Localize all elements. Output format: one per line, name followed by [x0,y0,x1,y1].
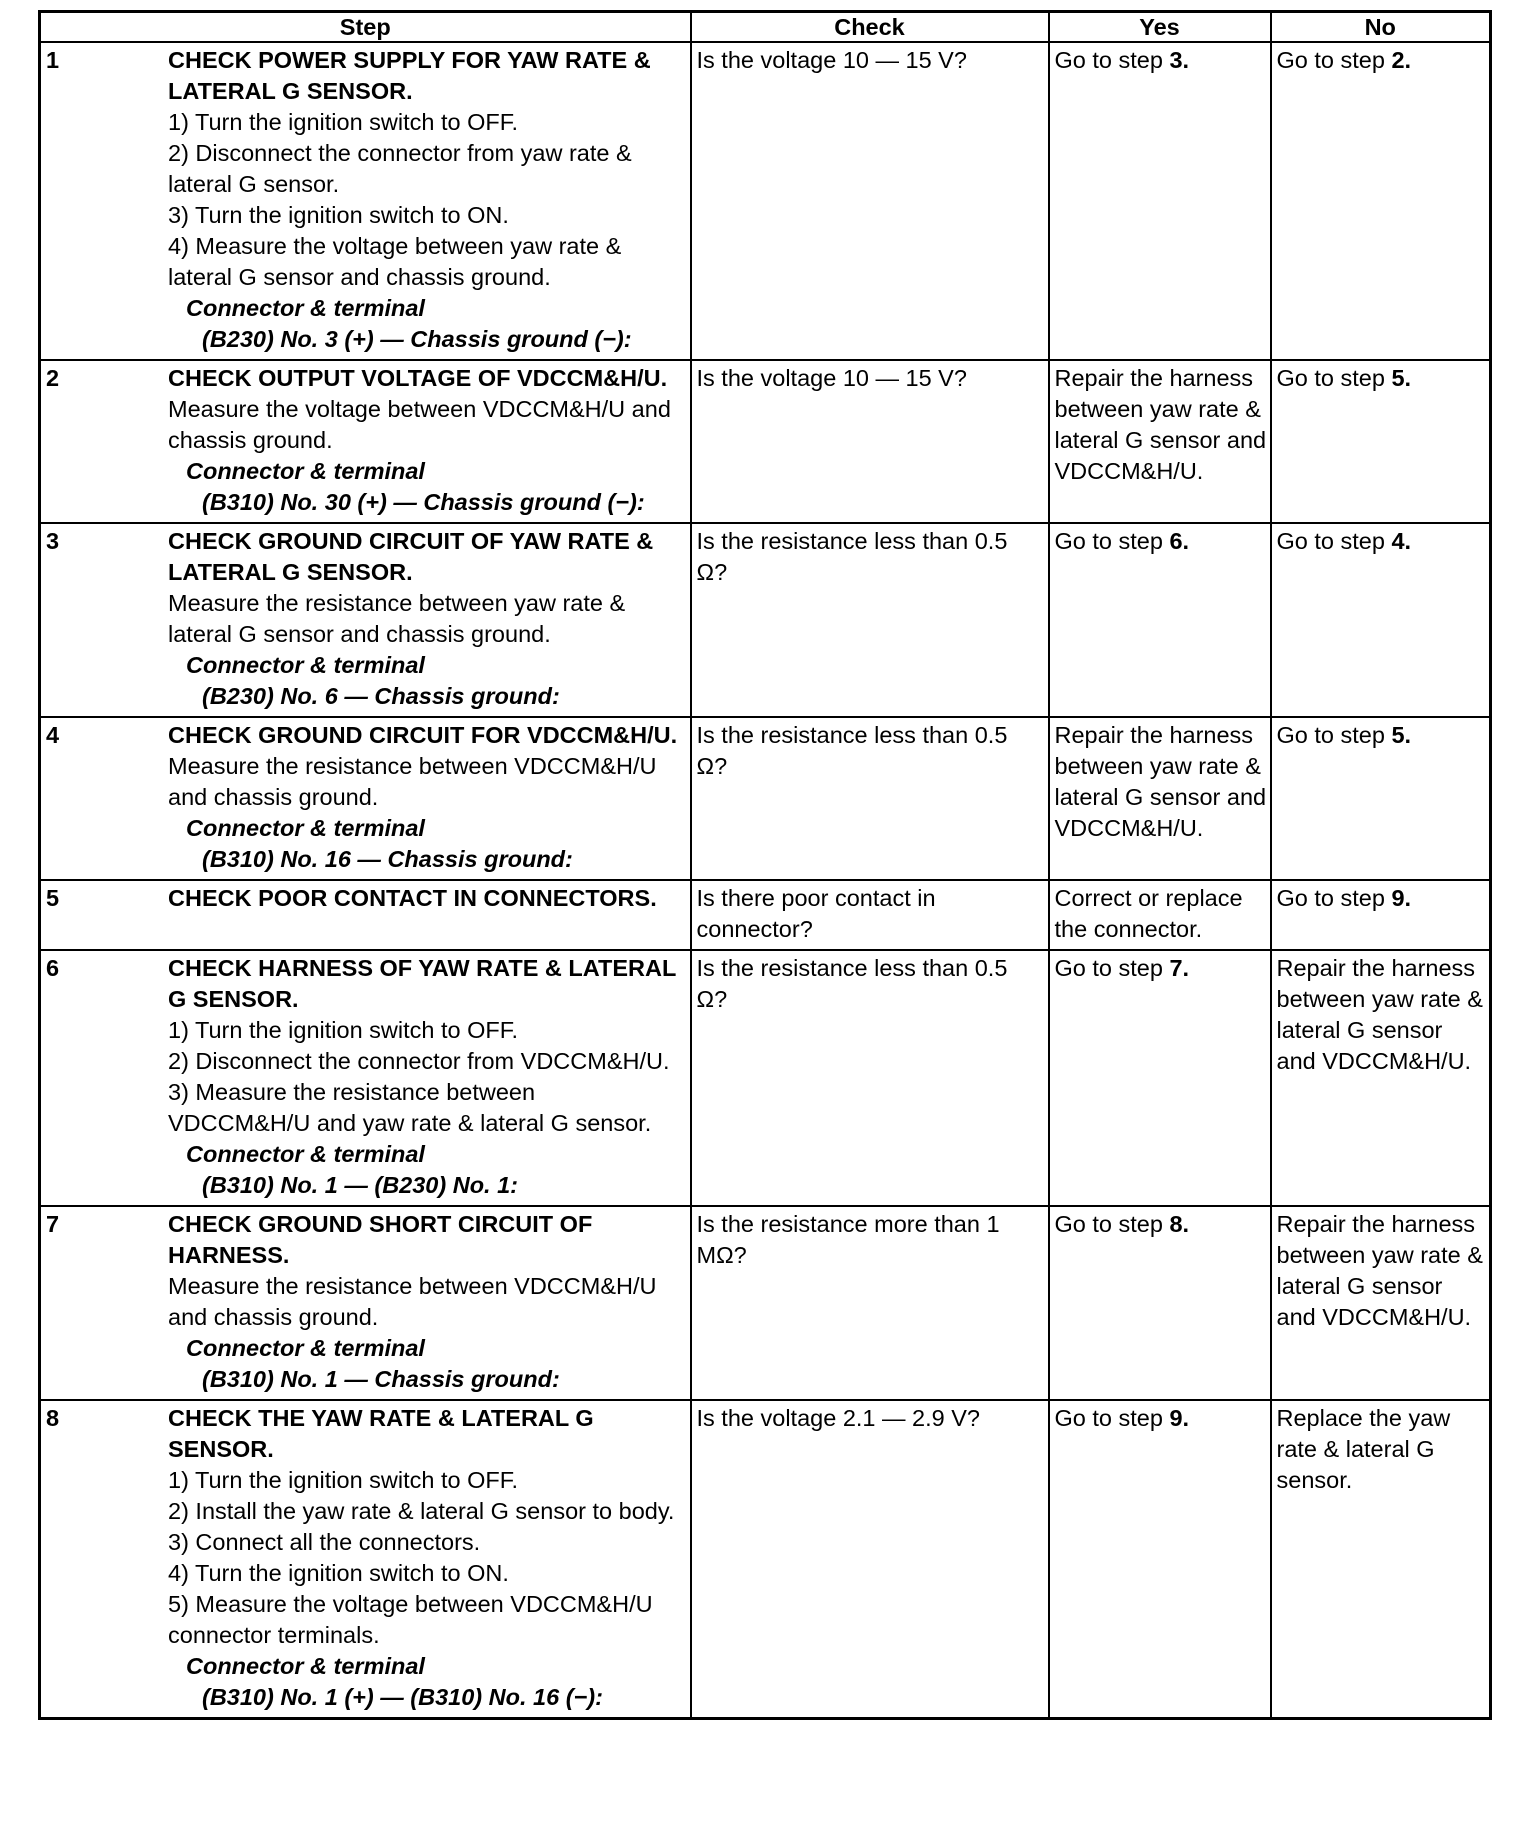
instruction-line: 1) Turn the ignition switch to OFF. [168,109,519,135]
yes-cell [1049,717,1271,880]
table-row [40,717,1491,880]
connector-terminal: (B310) No. 30 (+) — Chassis ground (−): [202,489,645,515]
connector-terminal: (B230) No. 6 — Chassis ground: [202,683,560,709]
yes-cell [1049,1400,1271,1719]
connector-label: Connector & terminal [186,652,425,678]
step-cell [40,42,691,360]
connector-label: Connector & terminal [186,295,425,321]
no-cell [1271,880,1491,950]
yes-cell [1049,880,1271,950]
instruction-line: 2) Disconnect the connector from yaw rate & lateral G sensor. [168,140,632,197]
step-title: CHECK POWER SUPPLY FOR YAW RATE & LATERAL G SENSOR. [168,47,651,104]
step-number: 6 [46,955,60,981]
no-step-ref: 5. [1391,722,1412,748]
instruction-line: 1) Turn the ignition switch to OFF. [168,1017,519,1043]
check-cell: Is the voltage 10 — 15 V? [691,360,1049,523]
yes-cell [1049,1206,1271,1400]
no-cell [1271,1206,1491,1400]
step-title: CHECK HARNESS OF YAW RATE & LATERAL G SENSOR. [168,955,676,1012]
header-no: No [1271,12,1491,43]
table-body [40,42,1491,1719]
connector-terminal: (B310) No. 1 — Chassis ground: [202,1366,560,1392]
step-instructions [168,1465,684,1651]
yes-text: Repair the harness between yaw rate & lateral G sensor and VDCCM&H/U. [1054,365,1267,484]
no-text: Replace the yaw rate & lateral G sensor. [1276,1405,1451,1493]
check-cell: Is the resistance less than 0.5 Ω? [691,717,1049,880]
step-number: 7 [46,1211,60,1237]
step-title: CHECK GROUND CIRCUIT FOR VDCCM&H/U. [168,722,678,748]
yes-text: Go to step [1054,955,1170,981]
instruction-line: Measure the resistance between yaw rate & lateral G sensor and chassis ground. [168,590,626,647]
step-number: 1 [46,47,60,73]
no-text: Repair the harness between yaw rate & lateral G sensor and VDCCM&H/U. [1276,955,1483,1074]
no-text: Go to step [1276,722,1392,748]
yes-step-ref: 3. [1169,47,1190,73]
step-instructions [168,1015,684,1139]
no-text: Go to step [1276,47,1392,73]
step-cell [40,717,691,880]
connector-terminal: (B310) No. 1 — (B230) No. 1: [202,1172,519,1198]
yes-step-ref: 7. [1169,955,1190,981]
no-step-ref: 9. [1391,885,1412,911]
no-step-ref: 4. [1391,528,1412,554]
instruction-line: Measure the voltage between VDCCM&H/U and chassis ground. [168,396,671,453]
yes-text: Go to step [1054,47,1170,73]
yes-text: Go to step [1054,1211,1170,1237]
connector-terminal: (B230) No. 3 (+) — Chassis ground (−): [202,326,632,352]
connector-label: Connector & terminal [186,458,425,484]
step-cell [40,523,691,717]
check-cell: Is the resistance less than 0.5 Ω? [691,950,1049,1206]
no-step-ref: 2. [1391,47,1412,73]
check-cell: Is the resistance less than 0.5 Ω? [691,523,1049,717]
yes-cell [1049,523,1271,717]
no-cell [1271,42,1491,360]
instruction-line: 3) Connect all the connectors. [168,1529,481,1555]
instruction-line: 4) Measure the voltage between yaw rate & lateral G sensor and chassis ground. [168,233,622,290]
step-cell [40,950,691,1206]
table-row [40,523,1491,717]
table-row [40,950,1491,1206]
yes-text: Correct or replace the connector. [1054,885,1243,942]
check-cell: Is the voltage 2.1 — 2.9 V? [691,1400,1049,1719]
header-check: Check [691,12,1049,43]
yes-text: Go to step [1054,528,1170,554]
step-title: CHECK OUTPUT VOLTAGE OF VDCCM&H/U. [168,365,668,391]
yes-cell [1049,950,1271,1206]
step-number: 3 [46,528,60,554]
connector-label: Connector & terminal [186,1141,425,1167]
no-cell [1271,1400,1491,1719]
connector-label: Connector & terminal [186,1335,425,1361]
step-number: 5 [46,885,60,911]
instruction-line: 2) Disconnect the connector from VDCCM&H/U. [168,1048,670,1074]
no-text: Go to step [1276,365,1392,391]
check-cell: Is the voltage 10 — 15 V? [691,42,1049,360]
instruction-line: 3) Turn the ignition switch to ON. [168,202,509,228]
yes-step-ref: 9. [1169,1405,1190,1431]
table-row [40,42,1491,360]
yes-text: Repair the harness between yaw rate & lateral G sensor and VDCCM&H/U. [1054,722,1267,841]
table-row [40,1400,1491,1719]
connector-terminal: (B310) No. 1 (+) — (B310) No. 16 (−): [202,1684,603,1710]
step-instructions [168,394,684,456]
step-title: CHECK GROUND SHORT CIRCUIT OF HARNESS. [168,1211,593,1268]
step-number: 8 [46,1405,60,1431]
step-instructions [168,107,684,293]
no-step-ref: 5. [1391,365,1412,391]
step-instructions [168,1271,684,1333]
yes-step-ref: 6. [1169,528,1190,554]
connector-label: Connector & terminal [186,815,425,841]
diagnostic-table [38,10,1492,1720]
step-number: 2 [46,365,60,391]
instruction-line: Measure the resistance between VDCCM&H/U and chassis ground. [168,1273,657,1330]
table-row [40,360,1491,523]
header-step: Step [40,12,691,43]
yes-text: Go to step [1054,1405,1170,1431]
instruction-line: 2) Install the yaw rate & lateral G sensor to body. [168,1498,675,1524]
instruction-line: 1) Turn the ignition switch to OFF. [168,1467,519,1493]
connector-label: Connector & terminal [186,1653,425,1679]
table-row [40,1206,1491,1400]
table-row [40,880,1491,950]
no-cell [1271,523,1491,717]
no-cell [1271,717,1491,880]
instruction-line: 5) Measure the voltage between VDCCM&H/U connector terminals. [168,1591,653,1648]
step-instructions [168,751,684,813]
step-cell [40,1400,691,1719]
yes-step-ref: 8. [1169,1211,1190,1237]
no-cell [1271,360,1491,523]
instruction-line: Measure the resistance between VDCCM&H/U and chassis ground. [168,753,657,810]
step-title: CHECK GROUND CIRCUIT OF YAW RATE & LATERAL G SENSOR. [168,528,654,585]
connector-terminal: (B310) No. 16 — Chassis ground: [202,846,573,872]
check-cell: Is the resistance more than 1 MΩ? [691,1206,1049,1400]
table-header [40,12,1491,43]
no-text: Go to step [1276,528,1392,554]
step-cell [40,360,691,523]
no-text: Go to step [1276,885,1392,911]
diagnostic-document [38,10,1489,1720]
instruction-line: 4) Turn the ignition switch to ON. [168,1560,509,1586]
check-cell: Is there poor contact in connector? [691,880,1049,950]
step-number: 4 [46,722,60,748]
step-cell [40,880,691,950]
step-title: CHECK THE YAW RATE & LATERAL G SENSOR. [168,1405,594,1462]
yes-cell [1049,42,1271,360]
instruction-line: 3) Measure the resistance between VDCCM&H/U and yaw rate & lateral G sensor. [168,1079,652,1136]
no-cell [1271,950,1491,1206]
step-cell [40,1206,691,1400]
step-title: CHECK POOR CONTACT IN CONNECTORS. [168,885,657,911]
header-yes: Yes [1049,12,1271,43]
no-text: Repair the harness between yaw rate & lateral G sensor and VDCCM&H/U. [1276,1211,1483,1330]
step-instructions [168,588,684,650]
yes-cell [1049,360,1271,523]
